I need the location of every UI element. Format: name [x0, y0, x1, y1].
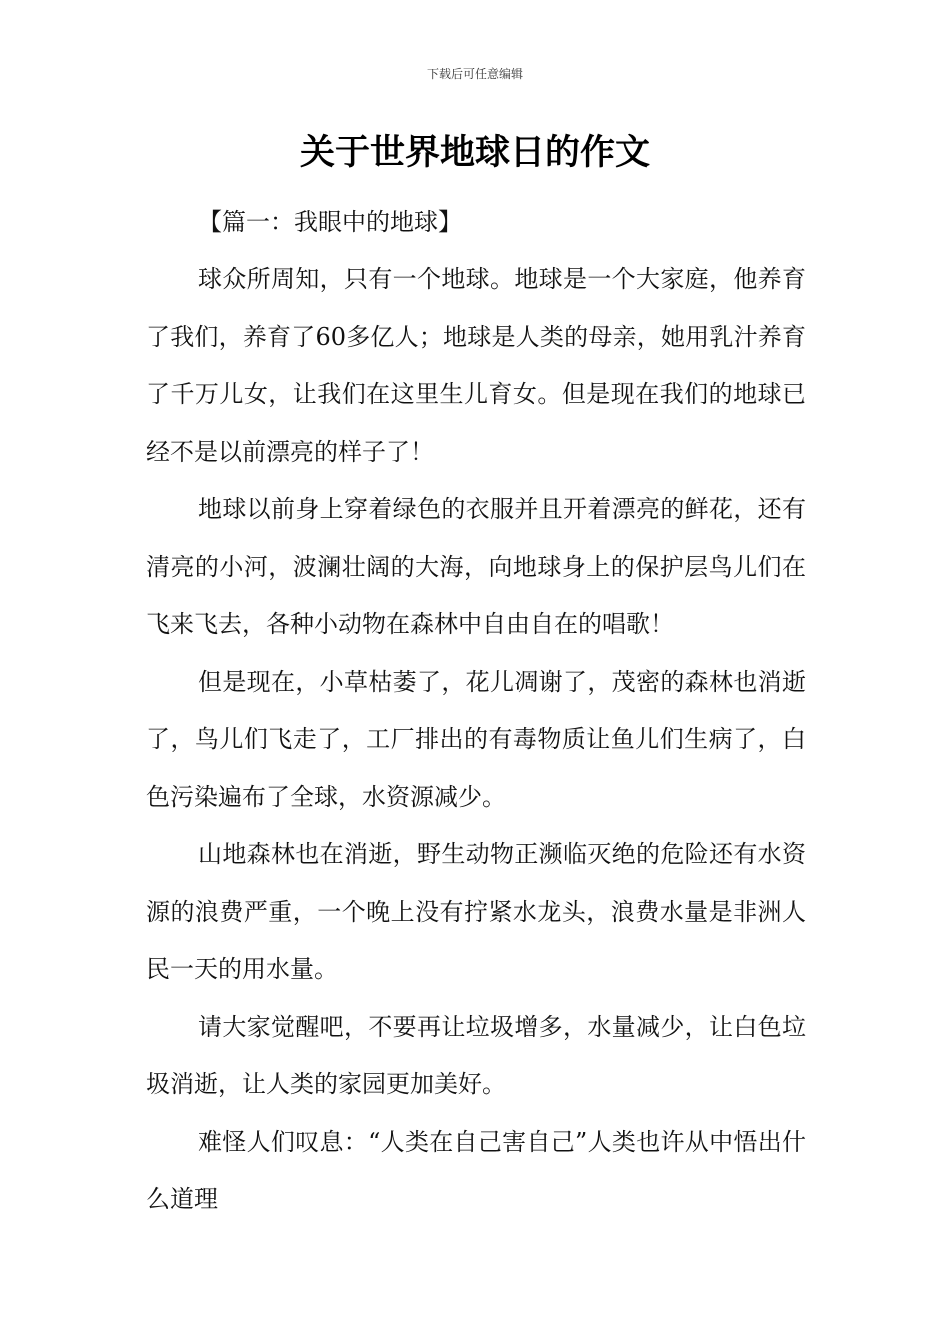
page-header-note: 下载后可任意编辑 [426, 67, 523, 81]
paragraph-1: 球众所周知，只有一个地球。地球是一个大家庭，他养育了我们，养育了60多亿人；地球是人类的母亲，她用乳汁养育了千万儿女，让我们在这里生儿育女。但是现在我们的地球已经不是以前漂亮的样子了！ [146, 265, 806, 466]
paragraph-6: 难怪人们叹息：“人类在自己害自己”人类也许从中悟出什么道理 [146, 1127, 806, 1213]
paragraph-2: 地球以前身上穿着绿色的衣服并且开着漂亮的鲜花，还有清亮的小河，波澜壮阔的大海，向地球身上的保护层鸟儿们在飞来飞去，各种小动物在森林中自由自在的唱歌！ [146, 495, 806, 638]
section-heading: 【篇一：我眼中的地球】 [198, 208, 462, 236]
paragraph-4: 山地森林也在消逝，野生动物正濒临灭绝的危险还有水资源的浪费严重，一个晚上没有拧紧水龙头，浪费水量是非洲人民一天的用水量。 [146, 840, 806, 983]
paragraph-3: 但是现在，小草枯萎了，花儿凋谢了，茂密的森林也消逝了，鸟儿们飞走了，工厂排出的有毒物质让鱼儿们生病了，白色污染遍布了全球，水资源减少。 [146, 667, 806, 811]
paragraph-5: 请大家觉醒吧，不要再让垃圾增多，水量减少，让白色垃圾消逝，让人类的家园更加美好。 [146, 1012, 806, 1098]
document-body [146, 193, 806, 1229]
document-title: 关于世界地球日的作文 [299, 133, 650, 173]
